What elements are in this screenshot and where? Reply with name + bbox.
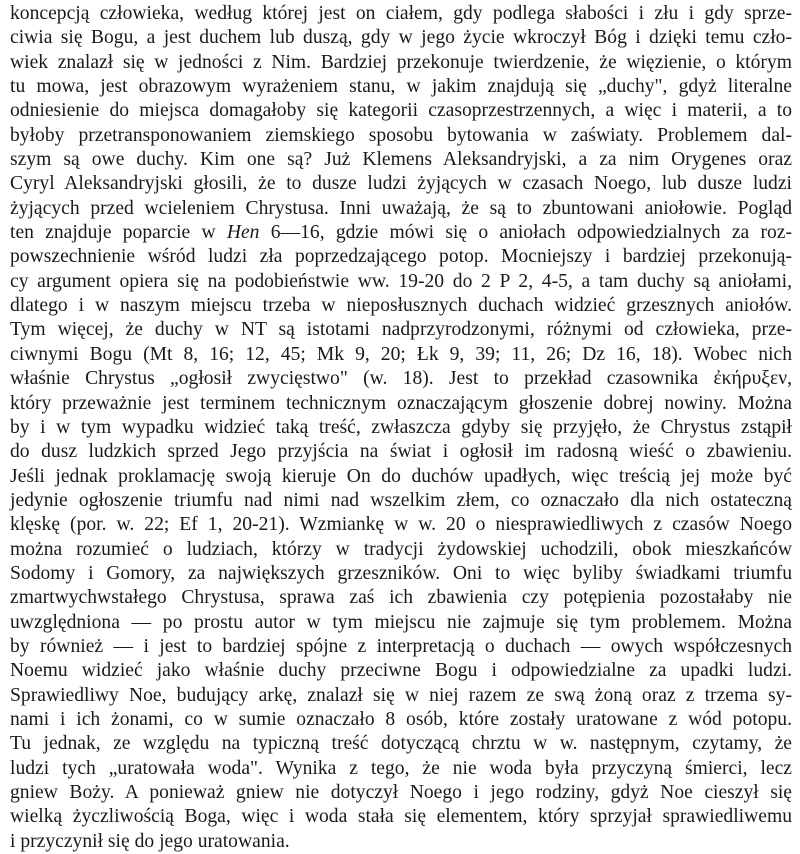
- text-line: ciwia się Bogu, a jest duchem lub duszą, gdy w jego życie wkroczył Bóg i dzięki temu czło-: [10, 27, 792, 49]
- text-line: wiek znalazł się w jedności z Nim. Bardziej przekonuje twierdzenie, że więzienie, o którym: [10, 51, 792, 73]
- text-line: Sprawiedliwy Noe, budujący arkę, znalazł się w niej razem ze swą żoną oraz z trzema sy-: [10, 684, 792, 706]
- text-line: żyjących przed wcieleniem Chrystusa. Inni uważają, że są to zbuntowani aniołowie. Pogląd: [10, 197, 792, 219]
- text-line: powszechnienie wśród ludzi zła poprzedzającego potop. Mocniejszy i bardziej przekonują-: [10, 246, 792, 268]
- text-line: jedynie ogłoszenie triumfu nad nimi nad wszelkim złem, co oznaczało dla nich ostateczną: [10, 489, 792, 511]
- text-line: by i w tym wypadku widzieć taką treść, zwłaszcza gdyby się przyjęło, że Chrystus zstąpił: [10, 416, 792, 438]
- text-line: dlatego i w naszym miejscu trzeba w nieposłusznych duchach widzieć grzesznych aniołów.: [10, 295, 792, 317]
- text-line: ten znajduje poparcie w Hen 6—16, gdzie mówi się o aniołach odpowiedzialnych za roz-: [10, 222, 792, 244]
- text-line: Cyryl Aleksandryjski głosili, że to dusze ludzi żyjących w czasach Noego, lub dusze ludzi: [10, 173, 792, 195]
- text-line: ciwnymi Bogu (Mt 8, 16; 12, 45; Mk 9, 20; Łk 9, 39; 11, 26; Dz 16, 18). Wobec nich: [10, 343, 792, 365]
- text-line: właśnie Chrystus „ogłosił zwycięstwo" (w. 18). Jest to przekład czasownika ἐκήρυξεν,: [10, 368, 792, 390]
- text-line: Tym więcej, że duchy w NT są istotami nadprzyrodzonymi, różnymi od człowieka, prze-: [10, 319, 792, 341]
- text-line: można rozumieć o ludziach, którzy w tradycji żydowskiej uchodzili, obok mieszkańców: [10, 538, 792, 560]
- text-line: gniew Boży. A ponieważ gniew nie dotyczył Noego i jego rodziny, gdyż Noe cieszył się: [10, 782, 792, 803]
- text-line: zmartwychwstałego Chrystusa, sprawa zaś ich zbawienia czy potępienia pozostałaby nie: [10, 587, 792, 609]
- text-line: by również — i jest to bardziej spójne z interpretacją o duchach — owych współczesnych: [10, 635, 792, 657]
- text-line: Jeśli jednak proklamację swoją kieruje On do duchów upadłych, więc treścią jej może być: [10, 465, 792, 487]
- text-line: Noemu widzieć jako właśnie duchy przeciwne Bogu i odpowiedzialne za upadki ludzi.: [10, 660, 792, 682]
- text-line: uwzględniona — po prostu autor w tym miejscu nie zajmuje się tym problemem. Można: [10, 611, 792, 633]
- text-line: wielką życzliwością Boga, więc i woda stała się elementem, który sprzyjał sprawiedliwemu: [10, 806, 792, 828]
- text-line: tu mowa, jest obrazowym wyrażeniem stanu, w jakim znajdują się „duchy", gdyż literalne: [10, 76, 792, 98]
- text-line: szym są owe duchy. Kim one są? Już Klemens Aleksandryjski, a za nim Orygenes oraz: [10, 149, 792, 171]
- text-line: nami i ich żonami, co w sumie oznaczało 8 osób, które zostały uratowane z wód potopu.: [10, 708, 792, 730]
- text-line: byłoby przetransponowaniem ziemskiego sposobu bytowania w zaświaty. Problemem dal-: [10, 124, 792, 146]
- text-line: i przyczynił się do jego uratowania.: [10, 830, 290, 852]
- text-line: ludzi tych „uratowała woda". Wynika z tego, że nie woda była przyczyną śmierci, lecz: [10, 757, 792, 779]
- text-line: który przeważnie jest terminem technicznym oznaczającym głoszenie dobrej nowiny. Można: [10, 392, 792, 414]
- text-line: Sodomy i Gomory, za największych grzeszników. Oni to więc byliby świadkami triumfu: [10, 562, 792, 584]
- text-line: do dusz ludzkich sprzed Jego przyjścia na świat i ogłosił im radosną wieść o zbawieniu.: [10, 441, 792, 463]
- body-text: [10, 2, 792, 854]
- text-line: klęskę (por. w. 22; Ef 1, 20-21). Wzmiankę w w. 20 o niesprawiedliwych z czasów Noego: [10, 514, 792, 536]
- text-line: Tu jednak, ze względu na typiczną treść dotyczącą chrztu w w. następnym, czytamy, że: [10, 733, 792, 755]
- text-line: koncepcją człowieka, według której jest on ciałem, gdy podlega słabości i złu i gdy sprze-: [10, 3, 792, 24]
- text-line: cy argument opiera się na podobieństwie ww. 19-20 do 2 P 2, 4-5, a tam duchy są aniołami,: [10, 270, 792, 292]
- text-line: odniesienie do miejsca domagałoby się kategorii czasoprzestrzennych, a więc i materii, a to: [10, 100, 792, 122]
